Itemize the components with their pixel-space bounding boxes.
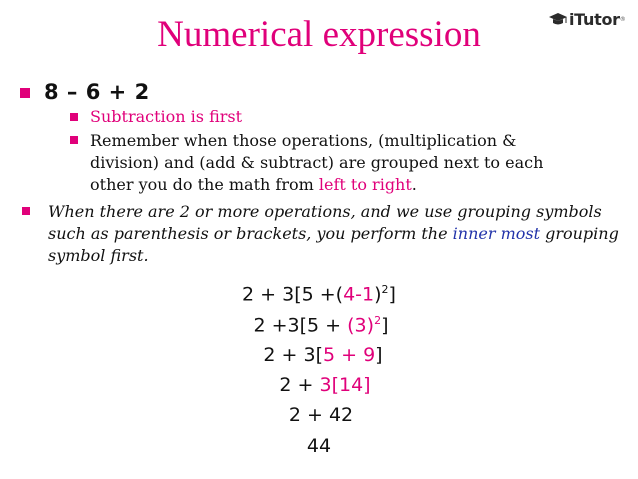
sub-bullet-left-to-right [70,130,590,196]
step-2-part: 2 +3[5 + [253,314,348,337]
step-2 [2,314,638,336]
expression-text: 8 – 6 + 2 [44,80,150,104]
grouping-rule-text [48,201,622,267]
left-to-right-text [90,130,590,196]
step-2-exponent: 2 [374,314,382,327]
step-1 [0,283,638,305]
square-bullet-icon [70,113,78,121]
step-4-highlight: 3[14] [319,374,371,396]
step-2-highlight: (3) [347,314,375,337]
step-5: 2 + 42 [288,404,354,426]
logo-registered-mark: ® [619,15,626,23]
square-bullet-icon [22,207,30,215]
rule-text-end: . [411,175,417,194]
step-2-part: ] [381,314,389,337]
step-1-part: ) [374,283,382,306]
step-3-highlight: 5 + 9 [322,344,376,366]
step-4 [6,374,638,396]
step-1-exponent: 2 [381,283,389,296]
square-bullet-icon [70,136,78,144]
logo-text: iTutor [569,9,620,29]
sub-bullet-subtraction [70,107,242,126]
step-3-part: 2 + 3[ [263,344,323,366]
slide-title: Numerical expression [157,14,481,55]
step-1-part: 2 + 3[5 +( [242,283,344,306]
step-1-highlight: 4-1 [343,283,375,306]
step-1-part: ] [388,283,396,306]
grouping-text: When there are 2 or more operations, and we use grouping symbols such as parenthesis or brackets, you perform the [48,202,602,243]
bullet-grouping-symbols [22,201,622,267]
step-6-result: 44 [306,435,332,457]
left-to-right-highlight: left to right [318,175,412,194]
step-3 [4,344,638,366]
grouping-text-end: grouping symbol first. [48,224,619,265]
rule-text: Remember when those operations, (multiplication & division) and (add & subtract) are grouped next to each other you do the math from [90,131,544,194]
bullet-expression [20,80,150,104]
step-3-part: ] [375,344,383,366]
step-4-part: 2 + [279,374,320,396]
square-bullet-icon [20,88,30,98]
subtraction-first-text: Subtraction is first [90,107,243,126]
inner-most-highlight: inner most [452,224,541,243]
